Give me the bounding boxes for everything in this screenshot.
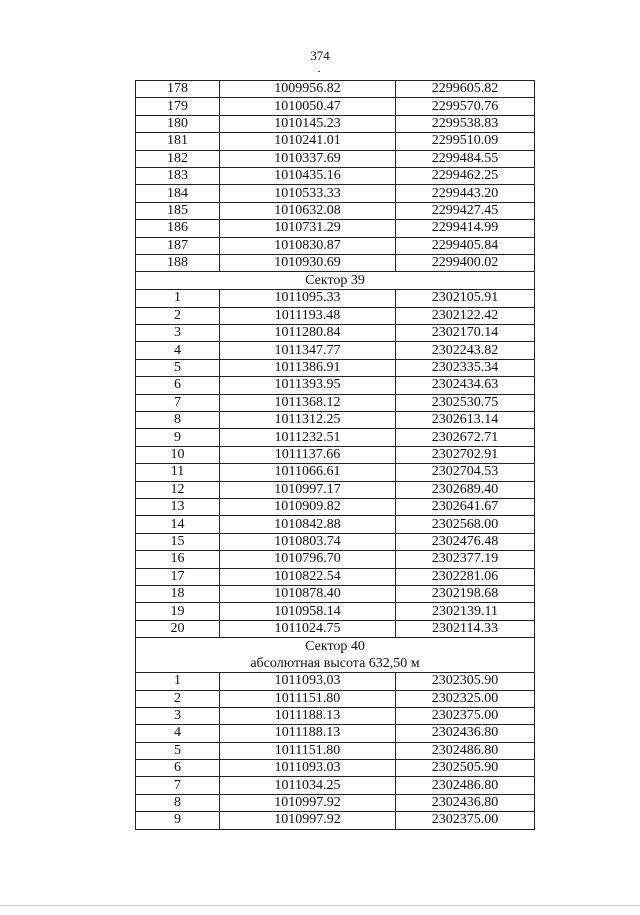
point-number-cell: 185: [136, 202, 220, 219]
point-number-cell: 1: [136, 673, 220, 690]
x-coordinate-cell: 1011386.91: [220, 359, 396, 376]
y-coordinate-cell: 2302122.42: [396, 307, 535, 324]
x-coordinate-cell: 1010878.40: [220, 585, 396, 602]
scan-dot: [318, 71, 320, 72]
point-number-cell: 8: [136, 412, 220, 429]
y-coordinate-cell: 2302568.00: [396, 516, 535, 533]
x-coordinate-cell: 1010997.92: [220, 794, 396, 811]
x-coordinate-cell: 1010632.08: [220, 202, 396, 219]
y-coordinate-cell: 2302170.14: [396, 325, 535, 342]
point-number-cell: 20: [136, 620, 220, 637]
point-number-cell: 7: [136, 777, 220, 794]
table-row: [136, 464, 535, 481]
table-row: [136, 237, 535, 254]
point-number-cell: 19: [136, 603, 220, 620]
table-row: [136, 760, 535, 777]
point-number-cell: 9: [136, 812, 220, 829]
x-coordinate-cell: 1011024.75: [220, 620, 396, 637]
table-row: [136, 707, 535, 724]
x-coordinate-cell: 1009956.82: [220, 81, 396, 98]
y-coordinate-cell: 2302375.00: [396, 707, 535, 724]
point-number-cell: 1: [136, 290, 220, 307]
sector-header-row: [136, 638, 535, 673]
y-coordinate-cell: 2302613.14: [396, 412, 535, 429]
y-coordinate-cell: 2302243.82: [396, 342, 535, 359]
point-number-cell: 180: [136, 115, 220, 132]
x-coordinate-cell: 1010930.69: [220, 254, 396, 271]
x-coordinate-cell: 1011393.95: [220, 377, 396, 394]
y-coordinate-cell: 2302436.80: [396, 725, 535, 742]
point-number-cell: 4: [136, 725, 220, 742]
table-row: [136, 81, 535, 98]
sector-header-cell: [136, 638, 535, 673]
table-row: [136, 498, 535, 515]
table-row: [136, 568, 535, 585]
table-row: [136, 516, 535, 533]
table-row: [136, 254, 535, 271]
y-coordinate-cell: 2302702.91: [396, 446, 535, 463]
x-coordinate-cell: 1010803.74: [220, 533, 396, 550]
point-number-cell: 188: [136, 254, 220, 271]
x-coordinate-cell: 1011368.12: [220, 394, 396, 411]
x-coordinate-cell: 1010997.17: [220, 481, 396, 498]
point-number-cell: 2: [136, 690, 220, 707]
table-row: [136, 812, 535, 829]
x-coordinate-cell: 1011151.80: [220, 742, 396, 759]
x-coordinate-cell: 1011066.61: [220, 464, 396, 481]
y-coordinate-cell: 2302114.33: [396, 620, 535, 637]
point-number-cell: 3: [136, 325, 220, 342]
point-number-cell: 12: [136, 481, 220, 498]
point-number-cell: 179: [136, 98, 220, 115]
y-coordinate-cell: 2302530.75: [396, 394, 535, 411]
table-row: [136, 377, 535, 394]
table-row: [136, 794, 535, 811]
table-row: [136, 98, 535, 115]
table-row: [136, 185, 535, 202]
table-row: [136, 133, 535, 150]
x-coordinate-cell: 1010958.14: [220, 603, 396, 620]
x-coordinate-cell: 1010997.92: [220, 812, 396, 829]
table-row: [136, 620, 535, 637]
point-number-cell: 18: [136, 585, 220, 602]
x-coordinate-cell: 1010842.88: [220, 516, 396, 533]
y-coordinate-cell: 2299510.09: [396, 133, 535, 150]
table-row: [136, 307, 535, 324]
table-row: [136, 690, 535, 707]
table-row: [136, 742, 535, 759]
y-coordinate-cell: 2302672.71: [396, 429, 535, 446]
x-coordinate-cell: 1011188.13: [220, 725, 396, 742]
point-number-cell: 5: [136, 359, 220, 376]
scan-edge-line: [0, 905, 640, 906]
y-coordinate-cell: 2299538.83: [396, 115, 535, 132]
table-row: [136, 412, 535, 429]
coordinates-table: [135, 80, 535, 830]
x-coordinate-cell: 1011347.77: [220, 342, 396, 359]
point-number-cell: 11: [136, 464, 220, 481]
x-coordinate-cell: 1010337.69: [220, 150, 396, 167]
x-coordinate-cell: 1011093.03: [220, 673, 396, 690]
y-coordinate-cell: 2302641.67: [396, 498, 535, 515]
table-row: [136, 533, 535, 550]
point-number-cell: 182: [136, 150, 220, 167]
y-coordinate-cell: 2302335.34: [396, 359, 535, 376]
point-number-cell: 16: [136, 551, 220, 568]
x-coordinate-cell: 1011151.80: [220, 690, 396, 707]
table-row: [136, 725, 535, 742]
table-row: [136, 481, 535, 498]
y-coordinate-cell: 2302105.91: [396, 290, 535, 307]
table-row: [136, 446, 535, 463]
sector-title: Сектор 40: [305, 639, 365, 655]
x-coordinate-cell: 1010435.16: [220, 167, 396, 184]
sector-title: Сектор 39: [305, 273, 365, 289]
x-coordinate-cell: 1011034.25: [220, 777, 396, 794]
x-coordinate-cell: 1010830.87: [220, 237, 396, 254]
point-number-cell: 184: [136, 185, 220, 202]
y-coordinate-cell: 2302375.00: [396, 812, 535, 829]
table-row: [136, 359, 535, 376]
y-coordinate-cell: 2302486.80: [396, 777, 535, 794]
x-coordinate-cell: 1010145.23: [220, 115, 396, 132]
x-coordinate-cell: 1011232.51: [220, 429, 396, 446]
y-coordinate-cell: 2302436.80: [396, 794, 535, 811]
x-coordinate-cell: 1010796.70: [220, 551, 396, 568]
y-coordinate-cell: 2302476.48: [396, 533, 535, 550]
point-number-cell: 14: [136, 516, 220, 533]
point-number-cell: 15: [136, 533, 220, 550]
x-coordinate-cell: 1011093.03: [220, 760, 396, 777]
point-number-cell: 5: [136, 742, 220, 759]
point-number-cell: 4: [136, 342, 220, 359]
point-number-cell: 10: [136, 446, 220, 463]
sector-header-cell: [136, 272, 535, 290]
table-row: [136, 394, 535, 411]
coordinates-table-body: [136, 81, 535, 830]
y-coordinate-cell: 2299570.76: [396, 98, 535, 115]
point-number-cell: 187: [136, 237, 220, 254]
table-row: [136, 167, 535, 184]
page-number: 374: [310, 48, 330, 63]
x-coordinate-cell: 1011312.25: [220, 412, 396, 429]
y-coordinate-cell: 2299405.84: [396, 237, 535, 254]
point-number-cell: 9: [136, 429, 220, 446]
x-coordinate-cell: 1011137.66: [220, 446, 396, 463]
table-row: [136, 429, 535, 446]
x-coordinate-cell: 1010822.54: [220, 568, 396, 585]
x-coordinate-cell: 1011188.13: [220, 707, 396, 724]
point-number-cell: 2: [136, 307, 220, 324]
table-row: [136, 325, 535, 342]
point-number-cell: 13: [136, 498, 220, 515]
point-number-cell: 183: [136, 167, 220, 184]
y-coordinate-cell: 2299427.45: [396, 202, 535, 219]
table-row: [136, 115, 535, 132]
x-coordinate-cell: 1010731.29: [220, 220, 396, 237]
table-row: [136, 150, 535, 167]
x-coordinate-cell: 1011280.84: [220, 325, 396, 342]
y-coordinate-cell: 2299484.55: [396, 150, 535, 167]
y-coordinate-cell: 2299462.25: [396, 167, 535, 184]
y-coordinate-cell: 2302704.53: [396, 464, 535, 481]
table-row: [136, 290, 535, 307]
table-row: [136, 673, 535, 690]
y-coordinate-cell: 2302689.40: [396, 481, 535, 498]
y-coordinate-cell: 2299605.82: [396, 81, 535, 98]
point-number-cell: 186: [136, 220, 220, 237]
y-coordinate-cell: 2299443.20: [396, 185, 535, 202]
table-row: [136, 777, 535, 794]
x-coordinate-cell: 1011095.33: [220, 290, 396, 307]
y-coordinate-cell: 2299400.02: [396, 254, 535, 271]
table-row: [136, 220, 535, 237]
x-coordinate-cell: 1010050.47: [220, 98, 396, 115]
table-row: [136, 202, 535, 219]
table-row: [136, 342, 535, 359]
x-coordinate-cell: 1011193.48: [220, 307, 396, 324]
table-row: [136, 585, 535, 602]
point-number-cell: 7: [136, 394, 220, 411]
point-number-cell: 6: [136, 377, 220, 394]
y-coordinate-cell: 2302305.90: [396, 673, 535, 690]
point-number-cell: 181: [136, 133, 220, 150]
table-row: [136, 551, 535, 568]
y-coordinate-cell: 2302139.11: [396, 603, 535, 620]
y-coordinate-cell: 2302198.68: [396, 585, 535, 602]
y-coordinate-cell: 2302377.19: [396, 551, 535, 568]
point-number-cell: 6: [136, 760, 220, 777]
point-number-cell: 8: [136, 794, 220, 811]
y-coordinate-cell: 2302325.00: [396, 690, 535, 707]
x-coordinate-cell: 1010533.33: [220, 185, 396, 202]
sector-header-row: [136, 272, 535, 290]
y-coordinate-cell: 2302505.90: [396, 760, 535, 777]
y-coordinate-cell: 2302486.80: [396, 742, 535, 759]
sector-subtitle: абсолютная высота 632,50 м: [250, 656, 420, 672]
y-coordinate-cell: 2302281.06: [396, 568, 535, 585]
x-coordinate-cell: 1010241.01: [220, 133, 396, 150]
point-number-cell: 178: [136, 81, 220, 98]
point-number-cell: 17: [136, 568, 220, 585]
x-coordinate-cell: 1010909.82: [220, 498, 396, 515]
point-number-cell: 3: [136, 707, 220, 724]
y-coordinate-cell: 2299414.99: [396, 220, 535, 237]
table-row: [136, 603, 535, 620]
y-coordinate-cell: 2302434.63: [396, 377, 535, 394]
